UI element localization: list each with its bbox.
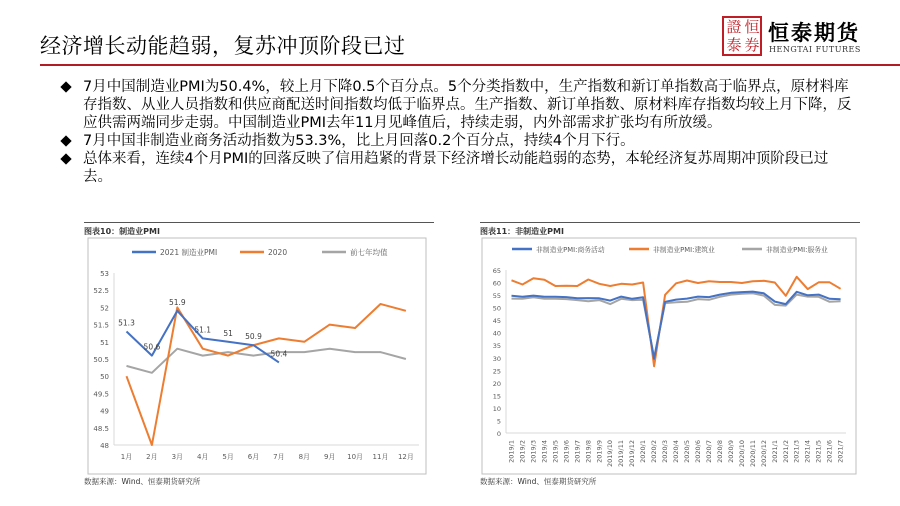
bullet-item: [56, 150, 856, 186]
x-tick-label: 2019/3: [529, 440, 538, 463]
x-tick-label: 2020/3: [661, 440, 670, 463]
y-tick-label: 15: [492, 392, 501, 401]
legend-label-2: 非制造业PMI:建筑业: [653, 246, 715, 254]
x-tick-label: 2020/7: [704, 440, 713, 463]
x-tick-label: 2019/7: [573, 440, 582, 463]
legend-label-3: 前七年均值: [350, 248, 388, 257]
x-tick-label: 2021/1: [770, 440, 779, 463]
x-tick-label: 11月: [372, 453, 389, 461]
y-tick-label: 48: [100, 442, 109, 450]
y-tick-label: 51.5: [93, 321, 109, 330]
bullet-item: [56, 78, 856, 132]
x-tick-label: 3月: [171, 453, 184, 461]
x-tick-label: 2021/3: [792, 440, 801, 463]
y-tick-label: 60: [492, 279, 501, 288]
x-tick-label: 2020/12: [759, 440, 768, 468]
x-tick-label: 2019/2: [518, 440, 527, 463]
x-tick-label: 2019/5: [551, 440, 560, 463]
diamond-bullet-icon: [60, 153, 71, 164]
y-tick-label: 0: [496, 430, 501, 438]
x-tick-label: 1月: [120, 453, 133, 461]
title-divider: [40, 64, 900, 66]
x-tick-label: 2019/12: [628, 440, 637, 468]
figure-1-frame: [84, 222, 434, 223]
company-logo: [722, 16, 892, 60]
x-tick-label: 2020/9: [726, 440, 735, 463]
data-label: 51: [223, 328, 233, 338]
y-tick-label: 5: [496, 417, 501, 426]
y-tick-label: 10: [492, 404, 501, 413]
y-tick-label: 53: [100, 270, 109, 278]
y-tick-label: 65: [492, 267, 501, 275]
x-tick-label: 2020/11: [748, 440, 757, 468]
non-manufacturing-pmi-chart: [480, 236, 860, 476]
data-label: 50.6: [143, 342, 161, 352]
y-tick-label: 20: [492, 379, 501, 388]
bullet-text: 7月中国制造业PMI为50.4%，较上月下降0.5个百分点。5个分类指数中，生产指数和新订单指数高于临界点，原材料库存指数、从业人员指数和供应商配送时间指数均低于临界点。生产指数、新订单指数、原材料库存指数均较上月下降，反应供需两端同步走弱。中国制造业PMI去年11月见峰值后，持续走弱，内外部需求扩张均有所放缓。: [83, 79, 852, 131]
y-tick-label: 55: [492, 292, 501, 301]
legend-label-3: 非制造业PMI:服务业: [766, 246, 828, 254]
bullet-item: [56, 132, 856, 150]
y-tick-label: 40: [492, 329, 501, 338]
x-tick-label: 5月: [222, 453, 234, 461]
x-tick-label: 2019/10: [606, 440, 615, 468]
x-tick-label: 2019/6: [562, 440, 571, 463]
y-tick-label: 50: [492, 304, 501, 313]
figure-2-title: 图表11：非制造业PMI: [480, 227, 564, 236]
x-tick-label: 12月: [397, 453, 414, 461]
x-tick-label: 2021/4: [803, 440, 812, 463]
series-line-2: [512, 277, 841, 367]
legend-label-1: 非制造业PMI:商务活动: [536, 246, 605, 254]
x-tick-label: 2020/1: [639, 440, 648, 463]
diamond-bullet-icon: [60, 135, 71, 146]
x-tick-label: 2021/7: [836, 440, 845, 463]
logo-name: 恒泰期货: [768, 21, 860, 45]
data-label: 50.4: [270, 349, 288, 359]
figure-2-frame: [480, 222, 860, 223]
figure-1-source: 数据来源：Wind、恒泰期货研究所: [84, 477, 201, 486]
x-tick-label: 2020/4: [672, 440, 681, 463]
x-tick-label: 2021/6: [825, 440, 834, 463]
figure-1-title: 图表10：制造业PMI: [84, 227, 160, 236]
data-label: 51.1: [194, 325, 212, 335]
x-tick-label: 2019/4: [540, 440, 549, 463]
diamond-bullet-icon: [60, 81, 71, 92]
x-tick-label: 4月: [196, 453, 209, 461]
x-tick-label: 2020/8: [715, 440, 724, 463]
chart-border: [482, 238, 856, 474]
series-line-3: [512, 293, 841, 357]
y-tick-label: 51: [100, 338, 109, 347]
logo-seal-icon: 證 恒泰 券: [722, 16, 762, 56]
x-tick-label: 8月: [298, 453, 311, 461]
figure-2-source: 数据来源：Wind、恒泰期货研究所: [480, 477, 597, 486]
x-tick-label: 10月: [347, 453, 364, 461]
page-title: 经济增长动能趋弱，复苏冲顶阶段已过: [40, 34, 406, 58]
y-tick-label: 45: [492, 317, 501, 326]
y-tick-label: 25: [492, 367, 501, 376]
x-tick-label: 2021/2: [781, 440, 790, 463]
y-tick-label: 52: [100, 304, 109, 313]
x-tick-label: 2020/5: [683, 440, 692, 463]
x-tick-label: 6月: [247, 453, 260, 461]
bullet-text: 7月中国非制造业商务活动指数为53.3%，比上月回落0.2个百分点，持续4个月下行。: [83, 133, 635, 149]
x-tick-label: 2020/2: [650, 440, 659, 463]
y-tick-label: 49.5: [93, 390, 109, 399]
legend-label-1: 2021 制造业PMI: [160, 248, 218, 257]
x-tick-label: 2019/1: [507, 440, 516, 463]
y-tick-label: 49: [100, 407, 109, 416]
x-tick-label: 2020/6: [693, 440, 702, 463]
y-tick-label: 30: [492, 354, 501, 363]
legend-label-2: 2020: [268, 248, 288, 257]
x-tick-label: 2019/8: [584, 440, 593, 463]
y-tick-label: 52.5: [93, 287, 109, 296]
x-tick-label: 2019/9: [595, 440, 604, 463]
y-tick-label: 35: [492, 342, 501, 351]
bullet-list: [56, 78, 856, 186]
bullet-text: 总体来看，连续4个月PMI的回落反映了信用趋紧的背景下经济增长动能趋弱的态势，本轮经济复苏周期冲顶阶段已过去。: [83, 151, 829, 185]
data-label: 50.9: [245, 332, 262, 342]
x-tick-label: 2月: [146, 453, 158, 461]
x-tick-label: 2019/11: [617, 440, 626, 468]
y-tick-label: 50.5: [93, 356, 109, 364]
y-tick-label: 50: [100, 373, 109, 382]
x-tick-label: 7月: [273, 453, 285, 461]
data-label: 51.9: [168, 297, 186, 307]
x-tick-label: 2021/5: [814, 440, 823, 463]
logo-subtitle: HENGTAI FUTURES: [769, 45, 861, 54]
manufacturing-pmi-chart: [86, 236, 431, 476]
y-tick-label: 48.5: [93, 424, 109, 433]
data-label: 51.3: [118, 318, 135, 328]
x-tick-label: 2020/10: [737, 440, 746, 468]
x-tick-label: 9月: [323, 453, 336, 461]
